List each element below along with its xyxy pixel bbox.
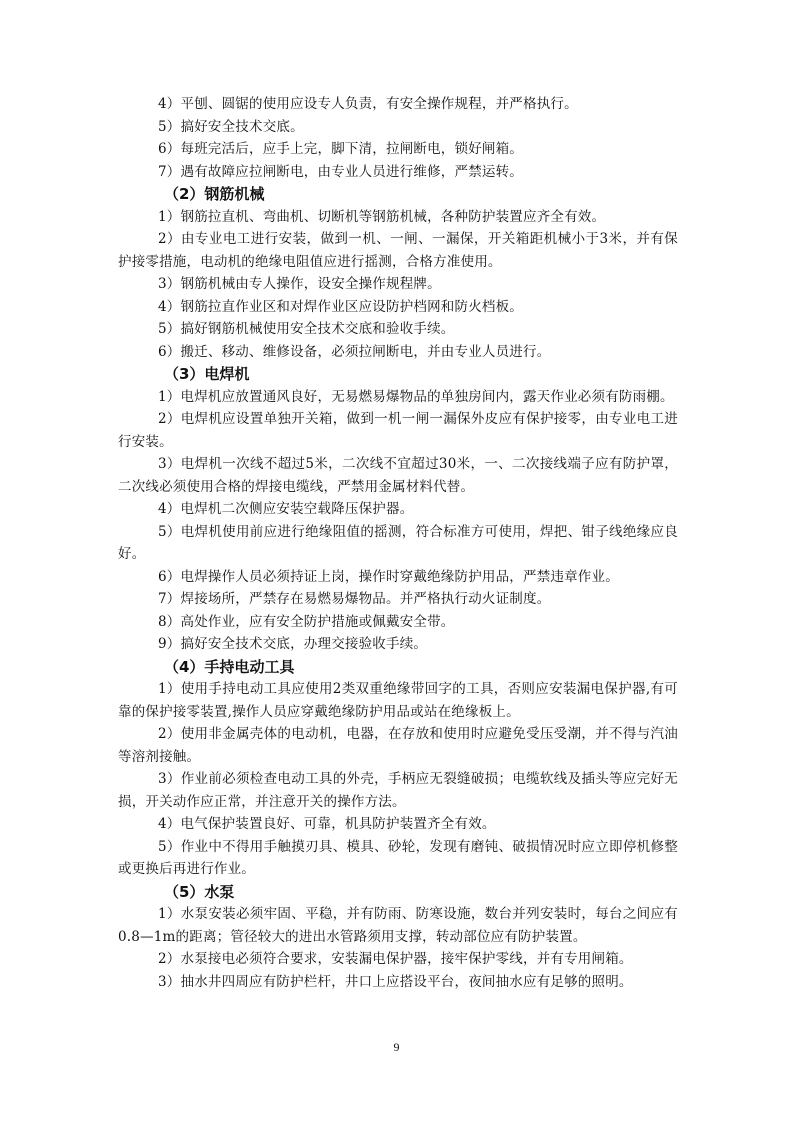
- paragraph: 2）由专业电工进行安装，做到一机、一闸、一漏保，开关箱距机械小于3米，并有保护接零措施，电动机的绝缘电阻值应进行摇测，合格方准使用。: [118, 231, 678, 270]
- paragraph: 4）平刨、圆锯的使用应设专人负责，有安全操作规程，并严格执行。: [158, 96, 578, 112]
- section-heading: （2）钢筋机械: [164, 185, 265, 203]
- paragraph: 4）电气保护装置良好、可靠，机具防护装置齐全有效。: [158, 816, 496, 832]
- paragraph: 9）搞好安全技术交底，办理交接验收手续。: [158, 636, 428, 652]
- paragraph: 3）钢筋机械由专人操作，设安全操作规程牌。: [158, 276, 441, 292]
- paragraph: 8）高处作业，应有安全防护措施或佩戴安全带。: [158, 613, 455, 630]
- paragraph: 2）电焊机应设置单独开关箱，做到一机一闸一漏保外皮应有保护接零，由专业电工进行安装。: [118, 411, 678, 450]
- paragraph: 5）搞好安全技术交底。: [158, 118, 304, 135]
- paragraph: 6）每班完活后，应手上完，脚下清，拉闸断电，锁好闸箱。: [158, 141, 523, 157]
- paragraph: 4）钢筋拉直作业区和对焊作业区应设防护档网和防火档板。: [158, 298, 523, 315]
- paragraph: 1）使用手持电动工具应使用2类双重绝缘带回字的工具，否则应安装漏电保护器,有可靠的保护接零装置,操作人员应穿戴绝缘防护用品或站在绝缘板上。: [118, 681, 678, 720]
- paragraph: 6）搬迁、移动、维修设备，必须拉闸断电，并由专业人员进行。: [158, 343, 551, 360]
- paragraph: 7）焊接场所，严禁存在易燃易爆物品。并严格执行动火证制度。: [158, 591, 551, 607]
- page-number: 9: [393, 1040, 400, 1054]
- paragraph: 1）水泵安装必须牢固、平稳，并有防雨、防寒设施，数台并列安装时，每台之间应有0.8—1m的距离；管径较大的进出水管路须用支撑，转动部位应有防护装置。: [118, 906, 678, 945]
- paragraph: 5）电焊机使用前应进行绝缘阻值的摇测，符合标准方可使用，焊把、钳子线绝缘应良好。: [118, 523, 678, 562]
- paragraph: 3）抽水井四周应有防护栏杆，井口上应搭设平台，夜间抽水应有足够的照明。: [158, 973, 633, 990]
- paragraph: 5）搞好钢筋机械使用安全技术交底和验收手续。: [158, 321, 455, 337]
- paragraph: 7）遇有故障应拉闸断电，由专业人员进行维修，严禁运转。: [158, 163, 523, 180]
- paragraph: 2）使用非金属壳体的电动机，电器，在存放和使用时应避免受压受潮，并不得与汽油等溶剂接触。: [118, 726, 678, 765]
- paragraph: 1）电焊机应放置通风良好，无易燃易爆物品的单独房间内，露天作业必须有防雨棚。: [158, 388, 674, 405]
- document-body: [118, 93, 678, 993]
- paragraph: 6）电焊操作人员必须持证上岗，操作时穿戴绝缘防护用品，严禁违章作业。: [158, 568, 619, 585]
- paragraph: 2）水泵接电必须符合要求，安装漏电保护器，接牢保护零线，并有专用闸箱。: [158, 951, 633, 967]
- paragraph: 5）作业中不得用手触摸刃具、模具、砂轮，发现有磨钝、破损情况时应立即停机修整或更换后再进行作业。: [118, 838, 678, 877]
- section-heading: （3）电焊机: [164, 365, 250, 383]
- paragraph: 3）电焊机一次线不超过5米，二次线不宜超过30米，一、二次接线端子应有防护罩，二次线必须使用合格的焊接电缆线，严禁用金属材料代替。: [118, 456, 678, 495]
- paragraph: 3）作业前必须检查电动工具的外壳，手柄应无裂缝破损；电缆软线及插头等应完好无损，开关动作应正常，并注意开关的操作方法。: [118, 771, 678, 810]
- paragraph: 4）电焊机二次侧应安装空载降压保护器。: [158, 501, 414, 517]
- section-heading: （4）手持电动工具: [164, 657, 295, 676]
- section-heading: （5）水泵: [164, 882, 235, 901]
- paragraph: 1）钢筋拉直机、弯曲机、切断机等钢筋机械，各种防护装置应齐全有效。: [158, 208, 606, 225]
